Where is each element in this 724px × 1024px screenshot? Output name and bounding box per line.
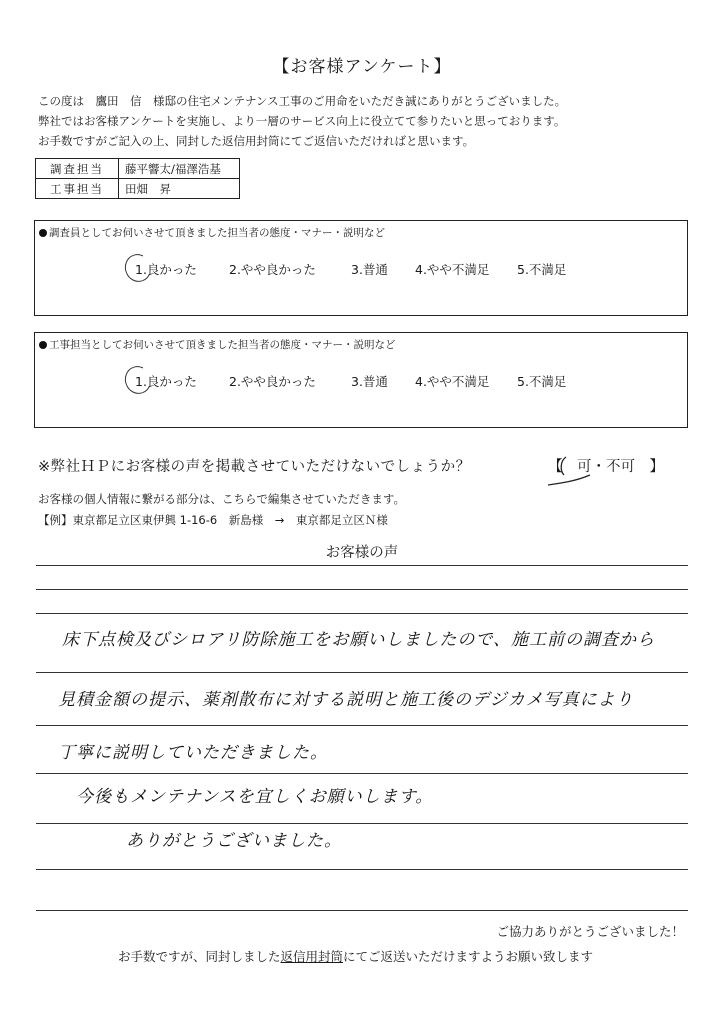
circle-mark-icon [121,362,155,397]
question-1-label [39,225,385,240]
voice-line-3: 丁寧に説明していただきました。 [58,743,328,763]
q1-option-3[interactable]: 3.普通 [351,262,388,277]
voice-heading: お客様の声 [325,545,399,561]
intro-line-2: 弊社ではお客様アンケートを実施し、より一層のサービス向上に役立てて参りたいと思っております。 [38,114,566,128]
voice-line-1: 床下点検及びシロアリ防除施工をお願いしましたので、施工前の調査から [62,630,655,650]
question-box-2 [34,332,688,428]
q1-option-2[interactable]: 2.やや良かった [229,262,316,277]
q1-option-1[interactable]: 1.良かった [135,260,197,278]
staff-table [35,158,240,199]
example-note: 【例】東京都足立区東伊興 1-16-6 新島様 → 東京都足立区Ｎ様 [38,513,388,527]
voice-line-4: 今後もメンテナンスを宜しくお願いします。 [76,787,434,807]
q1-option-4[interactable]: 4.やや不満足 [415,262,490,277]
question-1-text: 調査員としてお伺いさせて頂きました担当者の態度・マナー・説明など [49,227,385,239]
q2-option-5[interactable]: 5.不満足 [517,374,567,389]
q2-option-4[interactable]: 4.やや不満足 [415,374,490,389]
hp-question: ※弊社ＨＰにお客様の声を掲載させていただけないでしょうか？ [38,459,471,475]
circle-mark-icon [121,250,155,285]
work-staff-value: 田畑 昇 [119,179,240,199]
q2-option-3[interactable]: 3.普通 [351,374,388,389]
intro-line-3: お手数ですがご記入の上、同封した返信用封筒にてご返信いただければと思います。 [38,134,475,148]
page-title: 【お客様アンケート】 [272,57,452,77]
hp-check-mark-icon [548,453,628,489]
closing-text: お手数ですが、同封しました返信用封筒にてご返送いただけますようお願い致します [118,949,594,964]
voice-line-2: 見積金額の提示、薬剤散布に対する説明と施工後のデジカメ写真により [58,690,634,710]
work-staff-label: 工事担当 [36,179,119,199]
q1-option-5[interactable]: 5.不満足 [517,262,567,277]
question-box-1 [34,220,688,316]
question-2-label [39,337,396,352]
q2-option-2[interactable]: 2.やや良かった [229,374,316,389]
thanks-text: ご協力ありがとうございました！ [496,924,684,939]
privacy-note: お客様の個人情報に繋がる部分は、こちらで編集させていただきます。 [38,492,405,506]
survey-staff-label: 調査担当 [36,159,119,179]
bullet-icon [39,229,47,237]
q2-option-1[interactable]: 1.良かった [135,372,197,390]
bullet-icon [39,341,47,349]
survey-staff-value: 藤平響太/福澤浩基 [119,159,240,179]
hp-answer[interactable]: 【 可・不可 】 [548,459,664,475]
return-envelope-text: 返信用封筒 [280,949,344,964]
voice-line-5: ありがとうございました。 [126,831,342,851]
question-2-text: 工事担当としてお伺いさせて頂きました担当者の態度・マナー・説明など [49,339,396,351]
intro-line-1: この度は 鷹田 信 様邸の住宅メンテナンス工事のご用命をいただき誠にありがとうございました。 [38,94,567,108]
